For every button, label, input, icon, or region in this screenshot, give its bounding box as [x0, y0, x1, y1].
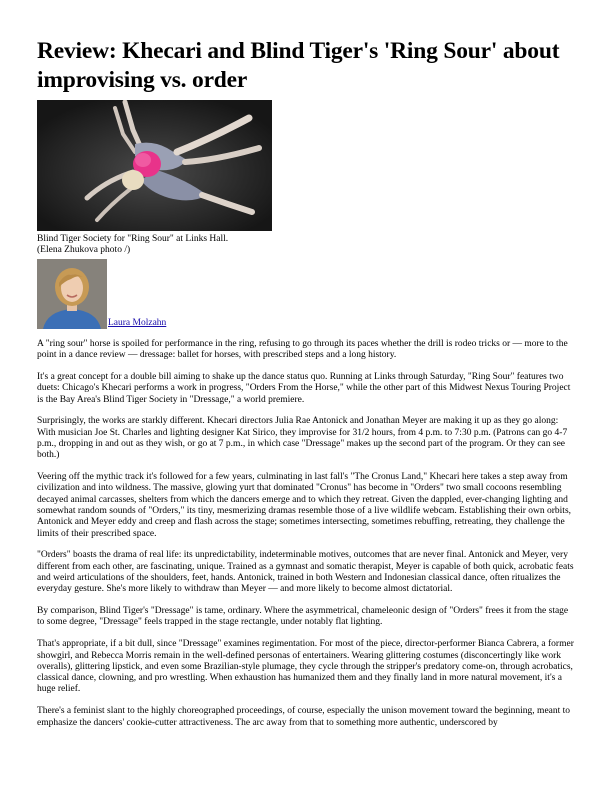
paragraph: "Orders" boasts the drama of real life: its unpredictability, indeterminable motives, outcomes that are never final. Antonick and Meyer, very different from each other, are fascinating, unique. Trained as a gymnast and somatic therapist, Meyer is capable of both quick, acrobatic feats and weird articulations of the shoulders, feet, hands. Antonick, trained in both Western and Indonesian classical dance, often ritualizes the everyday gesture. She's more likely to withdraw than Meyer — and more likely to become almost dictatorial.	[37, 550, 574, 595]
article-body	[37, 339, 575, 729]
paragraph: There's a feminist slant to the highly choreographed proceedings, of course, especially the unison movement toward the beginning, meant to emphasize the dancers' cookie-cutter attractiveness. The arc away from that to something more authentic, underscored by	[37, 706, 571, 728]
author-link[interactable]: Laura Molzahn	[108, 318, 167, 328]
author-byline	[37, 259, 575, 329]
author-portrait	[37, 259, 107, 329]
author-avatar	[37, 259, 107, 329]
caption-line-2: (Elena Zhukova photo /)	[37, 245, 131, 255]
dance-photo	[37, 100, 272, 231]
paragraph: It's a great concept for a double bill aiming to shake up the dance status quo. Running at Links through Saturday, "Ring Sour" features two duets: Chicago's Khecari performs a work in progress, "Orders From the Horse," while the other part of this Midwest Nexus Touring Project is the Bay Area's Blind Tiger Society in "Dressage," a world premiere.	[37, 372, 571, 405]
article	[37, 37, 575, 739]
photo-caption	[37, 234, 575, 256]
paragraph: By comparison, Blind Tiger's "Dressage" is tame, ordinary. Where the asymmetrical, chameleonic design of "Orders" frees it from the stage to some degree, "Dressage" feels trapped in the stage rectangle, under notably flat lighting.	[37, 606, 569, 628]
paragraph: That's appropriate, if a bit dull, since "Dressage" examines regimentation. For most of the piece, director-performer Bianca Cabrera, a former showgirl, and Rebecca Morris remain in the well-defined personas of entertainers. Wearing glittering costumes (disconcertingly like work overalls), glittering lipstick, and even some Brazilian-style plumage, they cycle through the stripper's predatory come-on, through acrobatics, classical dance, clowning, and pro wrestling. When exhaustion has humanized them and they finally land in more natural movement, it's a huge relief.	[37, 639, 574, 695]
paragraph: A "ring sour" horse is spoiled for performance in the ring, refusing to go through its paces whether the drill is rodeo tricks or — more to the point in a dance review — dressage: ballet for horses, with prescribed steps and a long history.	[37, 339, 568, 361]
paragraph: Surprisingly, the works are starkly different. Khecari directors Julia Rae Antonick and Jonathan Meyer are making it up as they go along: With musician Joe St. Charles and lighting designer Kat Sirico, they improvise for 31/2 hours, from 4 p.m. to 7:30 p.m. (Patrons can go 4-7 p.m., dropping in and out as they wish, or go at 7 p.m., in which case "Dressage" makes up the second part of the program. Or they can see both.)	[37, 416, 568, 461]
paragraph: Veering off the mythic track it's followed for a few years, culminating in last fall's "The Cronus Land," Khecari here takes a step away from civilization and into wildness. The massive, glowing yurt that dominated "Cronus" has become in "Orders" two small cocoons resembling decayed animal carcasses, shelters from which the dancers emerge and to which they retreat. Given the dappled, ever-changing lighting and somewhat random sounds of "Orders," its tiny, mesmerizing dramas resemble those of a live wildlife webcam. Establishing their own orbits, Antonick and Meyer eddy and creep and flash across the stage; sometimes intersecting, sometimes rebuffing, retreating, they challenge the limits of their prescribed space.	[37, 472, 572, 539]
dancers-illustration	[37, 100, 272, 231]
caption-line-1: Blind Tiger Society for "Ring Sour" at Links Hall.	[37, 234, 229, 244]
article-title: Review: Khecari and Blind Tiger's 'Ring Sour' about improvising vs. order	[37, 38, 560, 93]
